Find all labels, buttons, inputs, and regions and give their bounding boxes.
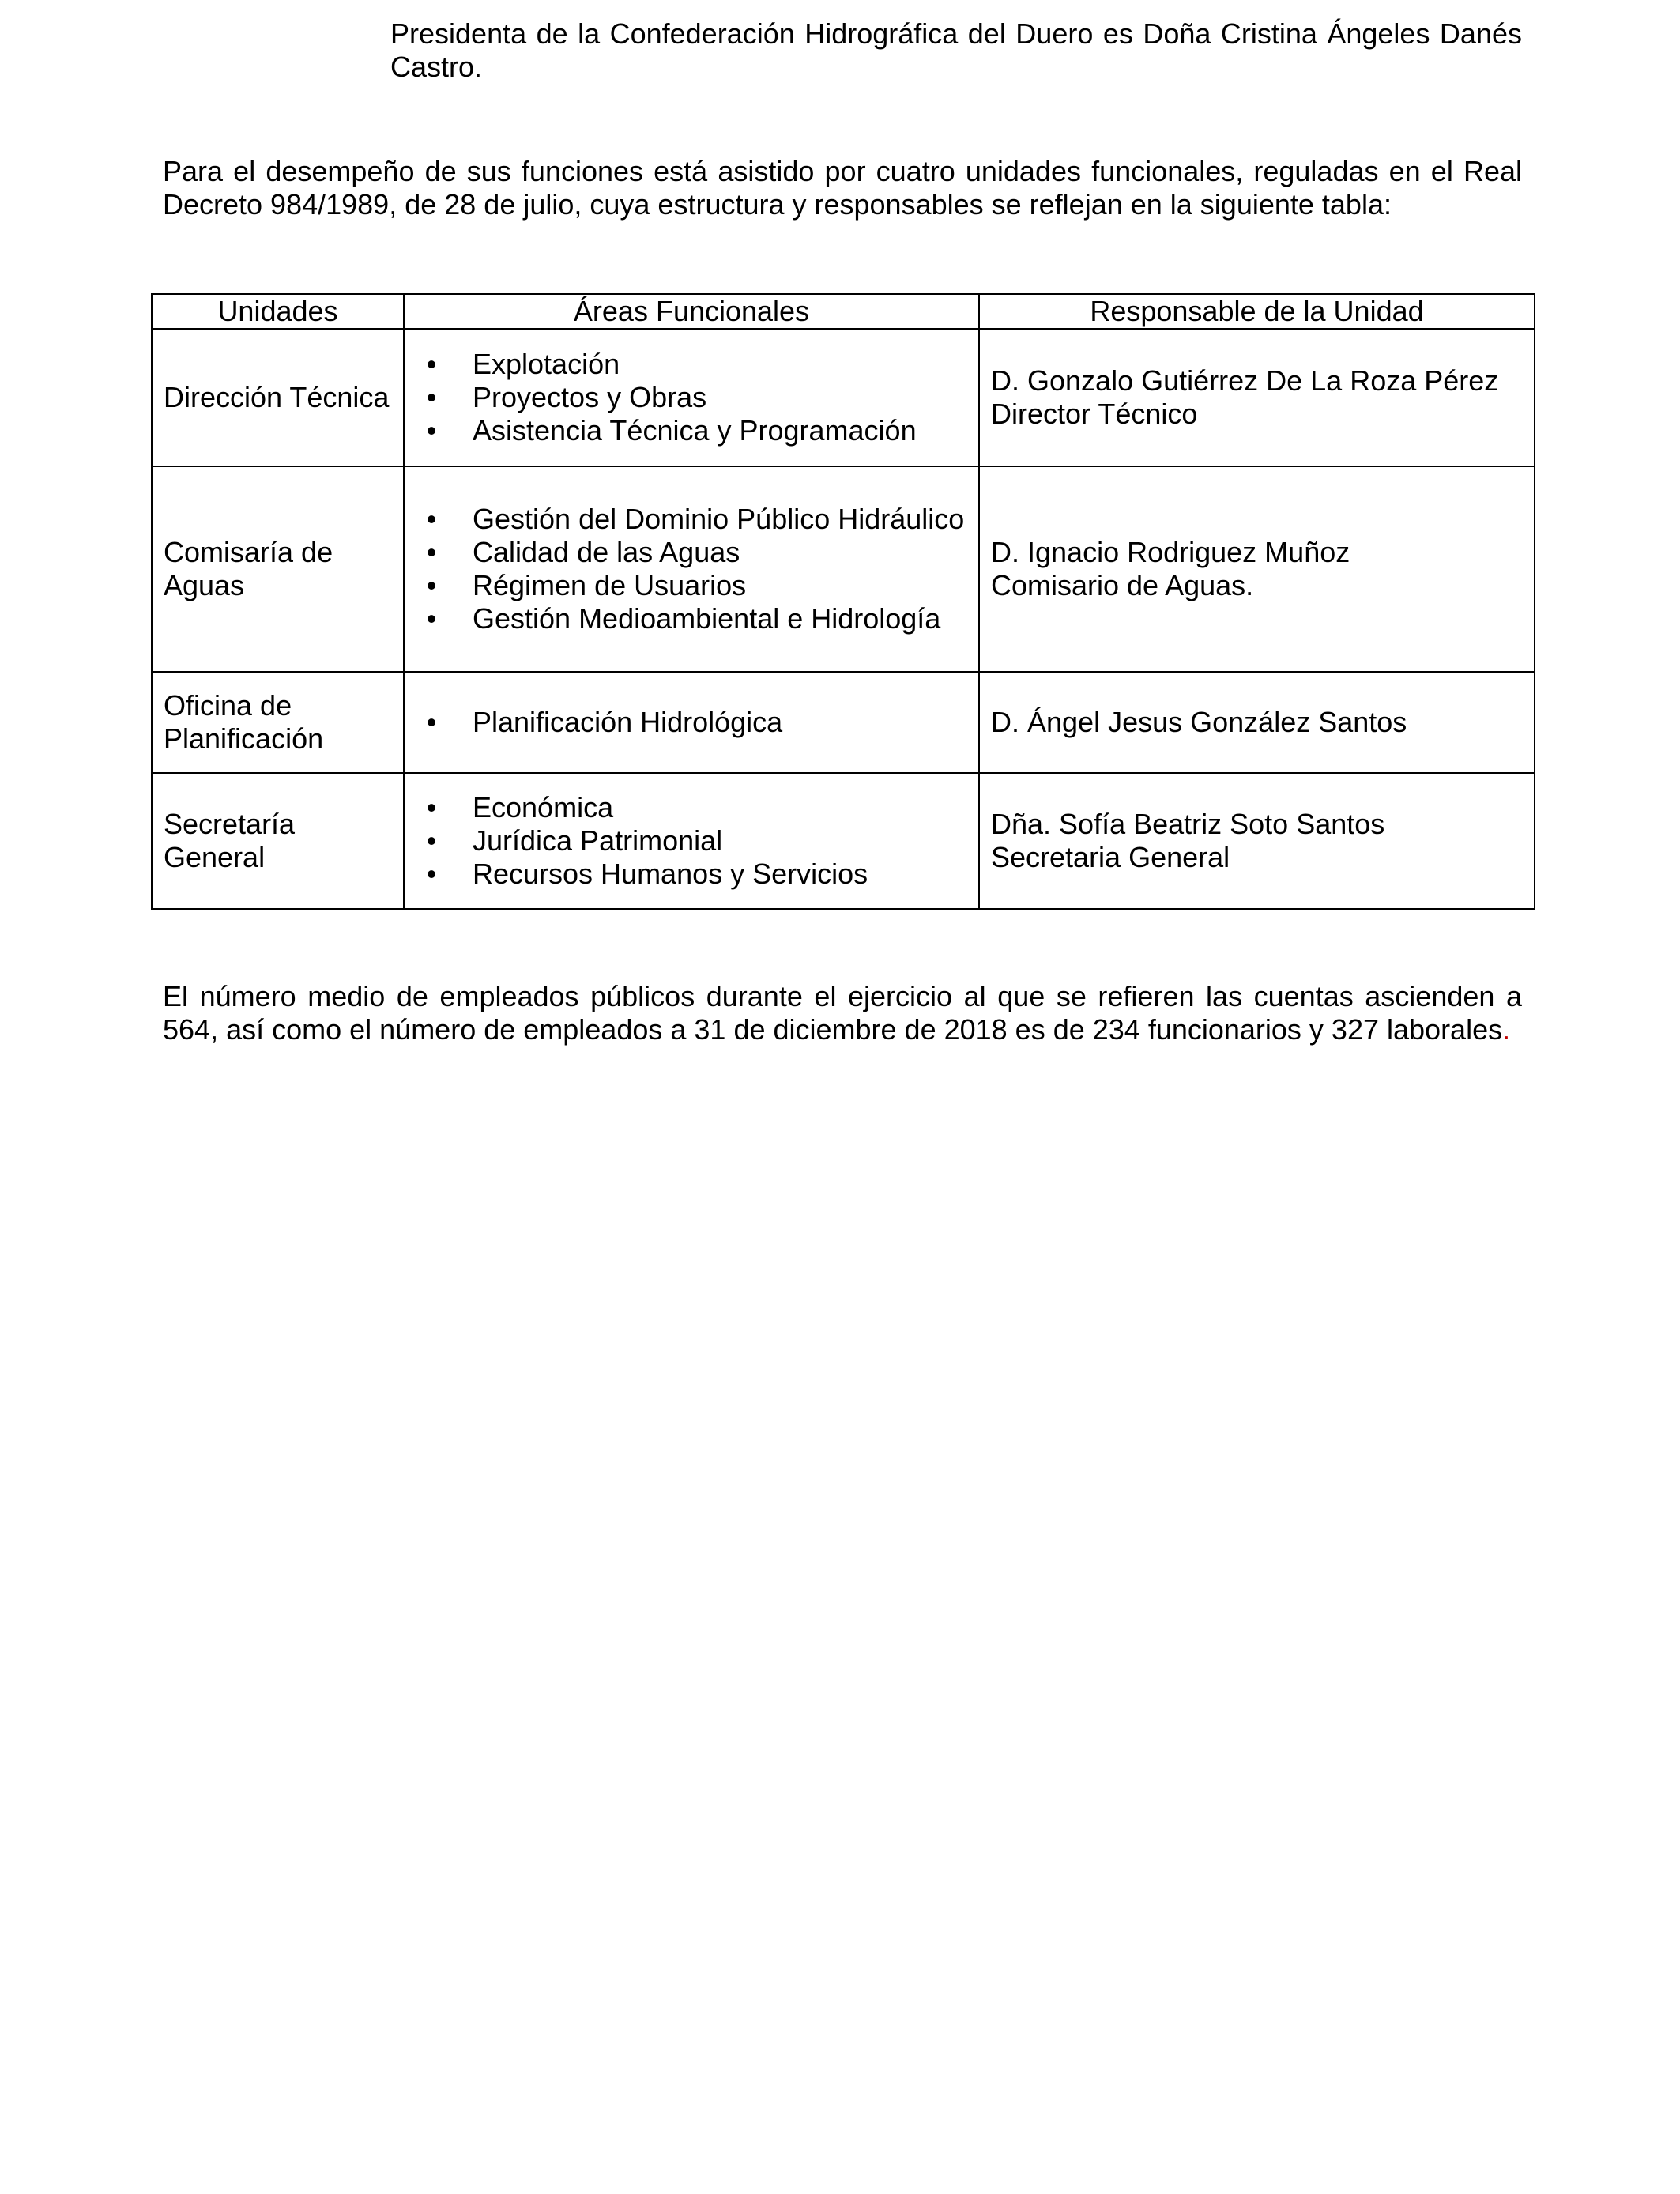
unit-cell — [152, 773, 404, 909]
bullet-icon: • — [426, 706, 437, 738]
area-label: Jurídica Patrimonial — [473, 824, 723, 857]
areas-list — [416, 706, 967, 739]
table-row — [152, 672, 1535, 773]
bullet-icon: • — [426, 858, 437, 890]
list-item — [416, 381, 967, 414]
area-label: Planificación Hidrológica — [473, 706, 783, 738]
bullet-icon: • — [426, 536, 437, 568]
unit-name: Oficina de Planificación — [164, 689, 324, 755]
table-row — [152, 773, 1535, 909]
areas-list — [416, 503, 967, 635]
areas-cell — [404, 329, 979, 466]
area-label: Régimen de Usuarios — [473, 569, 747, 601]
table-header-row — [152, 294, 1535, 329]
bullet-icon: • — [426, 348, 437, 380]
responsible-name: D. Ángel Jesus González Santos — [991, 706, 1407, 738]
bullet-icon: • — [426, 602, 437, 635]
area-label: Gestión Medioambiental e Hidrología — [473, 602, 941, 635]
unit-cell — [152, 672, 404, 773]
responsible-title: Director Técnico — [991, 398, 1198, 430]
header-unit-responsible: Responsable de la Unidad — [979, 294, 1535, 329]
list-item — [416, 536, 967, 569]
header-functional-areas: Áreas Funcionales — [404, 294, 979, 329]
area-label: Explotación — [473, 348, 620, 380]
responsible-cell — [979, 773, 1535, 909]
header-units: Unidades — [152, 294, 404, 329]
list-item — [416, 602, 967, 635]
list-item — [416, 414, 967, 447]
list-item — [416, 348, 967, 381]
area-label: Gestión del Dominio Público Hidráulico — [473, 503, 965, 535]
list-item — [416, 791, 967, 824]
unit-cell — [152, 329, 404, 466]
bullet-icon: • — [426, 569, 437, 601]
responsible-name: D. Gonzalo Gutiérrez De La Roza Pérez — [991, 364, 1499, 397]
unit-name: Comisaría de Aguas — [164, 536, 333, 601]
area-label: Asistencia Técnica y Programación — [473, 414, 917, 447]
list-item — [416, 858, 967, 891]
areas-list — [416, 791, 967, 891]
bullet-icon: • — [426, 381, 437, 413]
responsible-name: Dña. Sofía Beatriz Soto Santos — [991, 808, 1385, 840]
list-item — [416, 824, 967, 858]
unit-name: Dirección Técnica — [164, 381, 390, 413]
areas-cell — [404, 466, 979, 672]
list-item — [416, 569, 967, 602]
list-item — [416, 706, 967, 739]
employees-paragraph — [163, 980, 1522, 1046]
area-label: Recursos Humanos y Servicios — [473, 858, 868, 890]
area-label: Económica — [473, 791, 614, 824]
area-label: Proyectos y Obras — [473, 381, 707, 413]
responsible-name: D. Ignacio Rodriguez Muñoz — [991, 536, 1350, 568]
intro-paragraph: Para el desempeño de sus funciones está asistido por cuatro unidades funcionales, reguladas en el Real Decreto 984/1989, de 28 de julio, cuya estructura y responsables se reflejan en la siguiente tabla: — [163, 155, 1522, 221]
responsible-title: Comisario de Aguas. — [991, 569, 1254, 601]
table-row — [152, 329, 1535, 466]
bullet-icon: • — [426, 414, 437, 447]
responsible-title: Secretaria General — [991, 841, 1230, 873]
functional-units-table — [151, 293, 1535, 910]
bullet-icon: • — [426, 791, 437, 824]
unit-cell — [152, 466, 404, 672]
areas-cell — [404, 773, 979, 909]
intro-continuation-paragraph: Presidenta de la Confederación Hidrográfica del Duero es Doña Cristina Ángeles Danés Castro. — [390, 17, 1522, 83]
responsible-cell — [979, 672, 1535, 773]
employees-text: El número medio de empleados públicos durante el ejercicio al que se refieren las cuentas ascienden a 564, así como el número de empleados a 31 de diciembre de 2018 es de 234 funcionarios y 327 laborales — [163, 980, 1522, 1046]
responsible-cell — [979, 329, 1535, 466]
list-item — [416, 503, 967, 536]
areas-cell — [404, 672, 979, 773]
bullet-icon: • — [426, 503, 437, 535]
area-label: Calidad de las Aguas — [473, 536, 740, 568]
bullet-icon: • — [426, 824, 437, 857]
areas-list — [416, 348, 967, 447]
employees-final-period: . — [1502, 1013, 1511, 1046]
responsible-cell — [979, 466, 1535, 672]
table-row — [152, 466, 1535, 672]
unit-name: Secretaría General — [164, 808, 296, 873]
